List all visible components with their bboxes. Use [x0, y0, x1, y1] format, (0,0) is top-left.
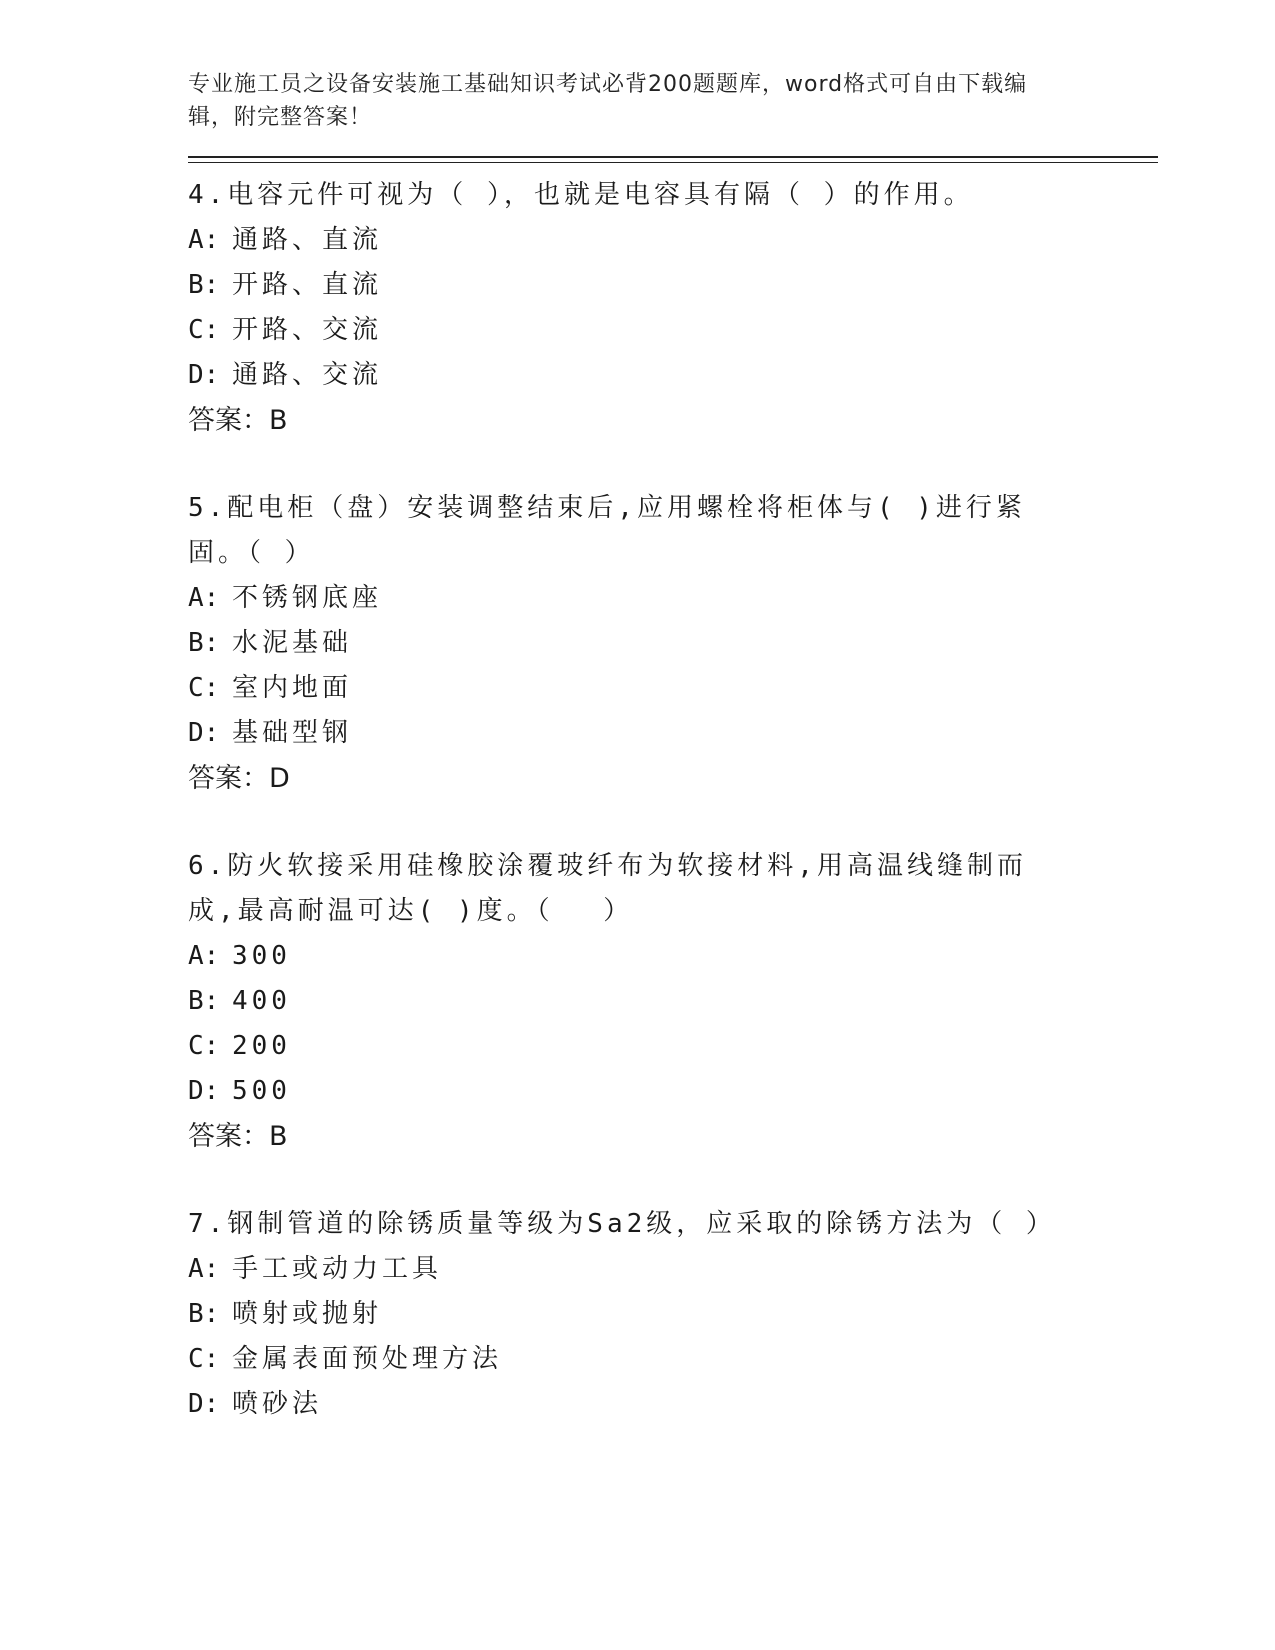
answer-line: 答案：B — [188, 405, 288, 436]
option-d — [188, 1382, 1158, 1427]
option-d — [188, 1069, 1158, 1114]
answer-line: 答案：B — [188, 1121, 288, 1152]
option-key: D: — [188, 1076, 220, 1106]
option-c — [188, 1024, 1158, 1069]
option-text: 通路、直流 — [232, 225, 383, 255]
option-b — [188, 1292, 1158, 1337]
option-text: 室内地面 — [232, 673, 353, 703]
question-stem: 7.钢制管道的除锈质量等级为Sa2级，应采取的除锈方法为（ ） — [188, 1209, 1056, 1239]
option-text: 通路、交流 — [232, 360, 383, 390]
option-key: C: — [188, 1031, 220, 1061]
option-text: 400 — [232, 986, 291, 1016]
option-key: C: — [188, 315, 220, 345]
option-a — [188, 934, 1158, 979]
question-stem: 5.配电柜（盘）安装调整结束后,应用螺栓将柜体与( )进行紧固。（ ） — [188, 493, 1026, 568]
option-key: A: — [188, 1254, 220, 1284]
option-key: A: — [188, 941, 220, 971]
option-text: 开路、直流 — [232, 270, 383, 300]
option-d — [188, 711, 1158, 756]
question-stem: 4.电容元件可视为（ ），也就是电容具有隔（ ）的作用。 — [188, 180, 974, 210]
question-5 — [188, 486, 1158, 801]
option-text: 喷射或抛射 — [232, 1299, 383, 1329]
option-text: 手工或动力工具 — [232, 1254, 443, 1284]
header-divider — [188, 156, 1158, 163]
option-d — [188, 353, 1158, 398]
question-4 — [188, 173, 1158, 443]
option-c — [188, 666, 1158, 711]
option-text: 200 — [232, 1031, 291, 1061]
option-text: 不锈钢底座 — [232, 583, 383, 613]
option-key: B: — [188, 628, 220, 658]
option-text: 300 — [232, 941, 291, 971]
question-stem: 6.防火软接采用硅橡胶涂覆玻纤布为软接材料,用高温线缝制而成,最高耐温可达( )度。（ ） — [188, 851, 1027, 926]
option-key: B: — [188, 270, 220, 300]
option-a — [188, 1247, 1158, 1292]
option-key: D: — [188, 360, 220, 390]
option-text: 金属表面预处理方法 — [232, 1344, 503, 1374]
option-a — [188, 576, 1158, 621]
document-page — [188, 68, 1158, 1470]
option-c — [188, 308, 1158, 353]
option-c — [188, 1337, 1158, 1382]
option-b — [188, 979, 1158, 1024]
option-key: C: — [188, 1344, 220, 1374]
question-list — [188, 173, 1158, 1427]
document-title: 专业施工员之设备安装施工基础知识考试必背200题题库，word格式可自由下载编辑，附完整答案！ — [188, 72, 1028, 130]
option-b — [188, 621, 1158, 666]
question-7 — [188, 1202, 1158, 1427]
option-key: D: — [188, 1389, 220, 1419]
option-key: B: — [188, 1299, 220, 1329]
option-text: 500 — [232, 1076, 291, 1106]
option-key: A: — [188, 225, 220, 255]
option-text: 开路、交流 — [232, 315, 383, 345]
option-key: D: — [188, 718, 220, 748]
option-b — [188, 263, 1158, 308]
option-key: C: — [188, 673, 220, 703]
option-text: 基础型钢 — [232, 718, 353, 748]
question-6 — [188, 844, 1158, 1159]
option-key: B: — [188, 986, 220, 1016]
option-text: 水泥基础 — [232, 628, 353, 658]
option-text: 喷砂法 — [232, 1389, 323, 1419]
option-a — [188, 218, 1158, 263]
option-key: A: — [188, 583, 220, 613]
answer-line: 答案：D — [188, 763, 290, 794]
